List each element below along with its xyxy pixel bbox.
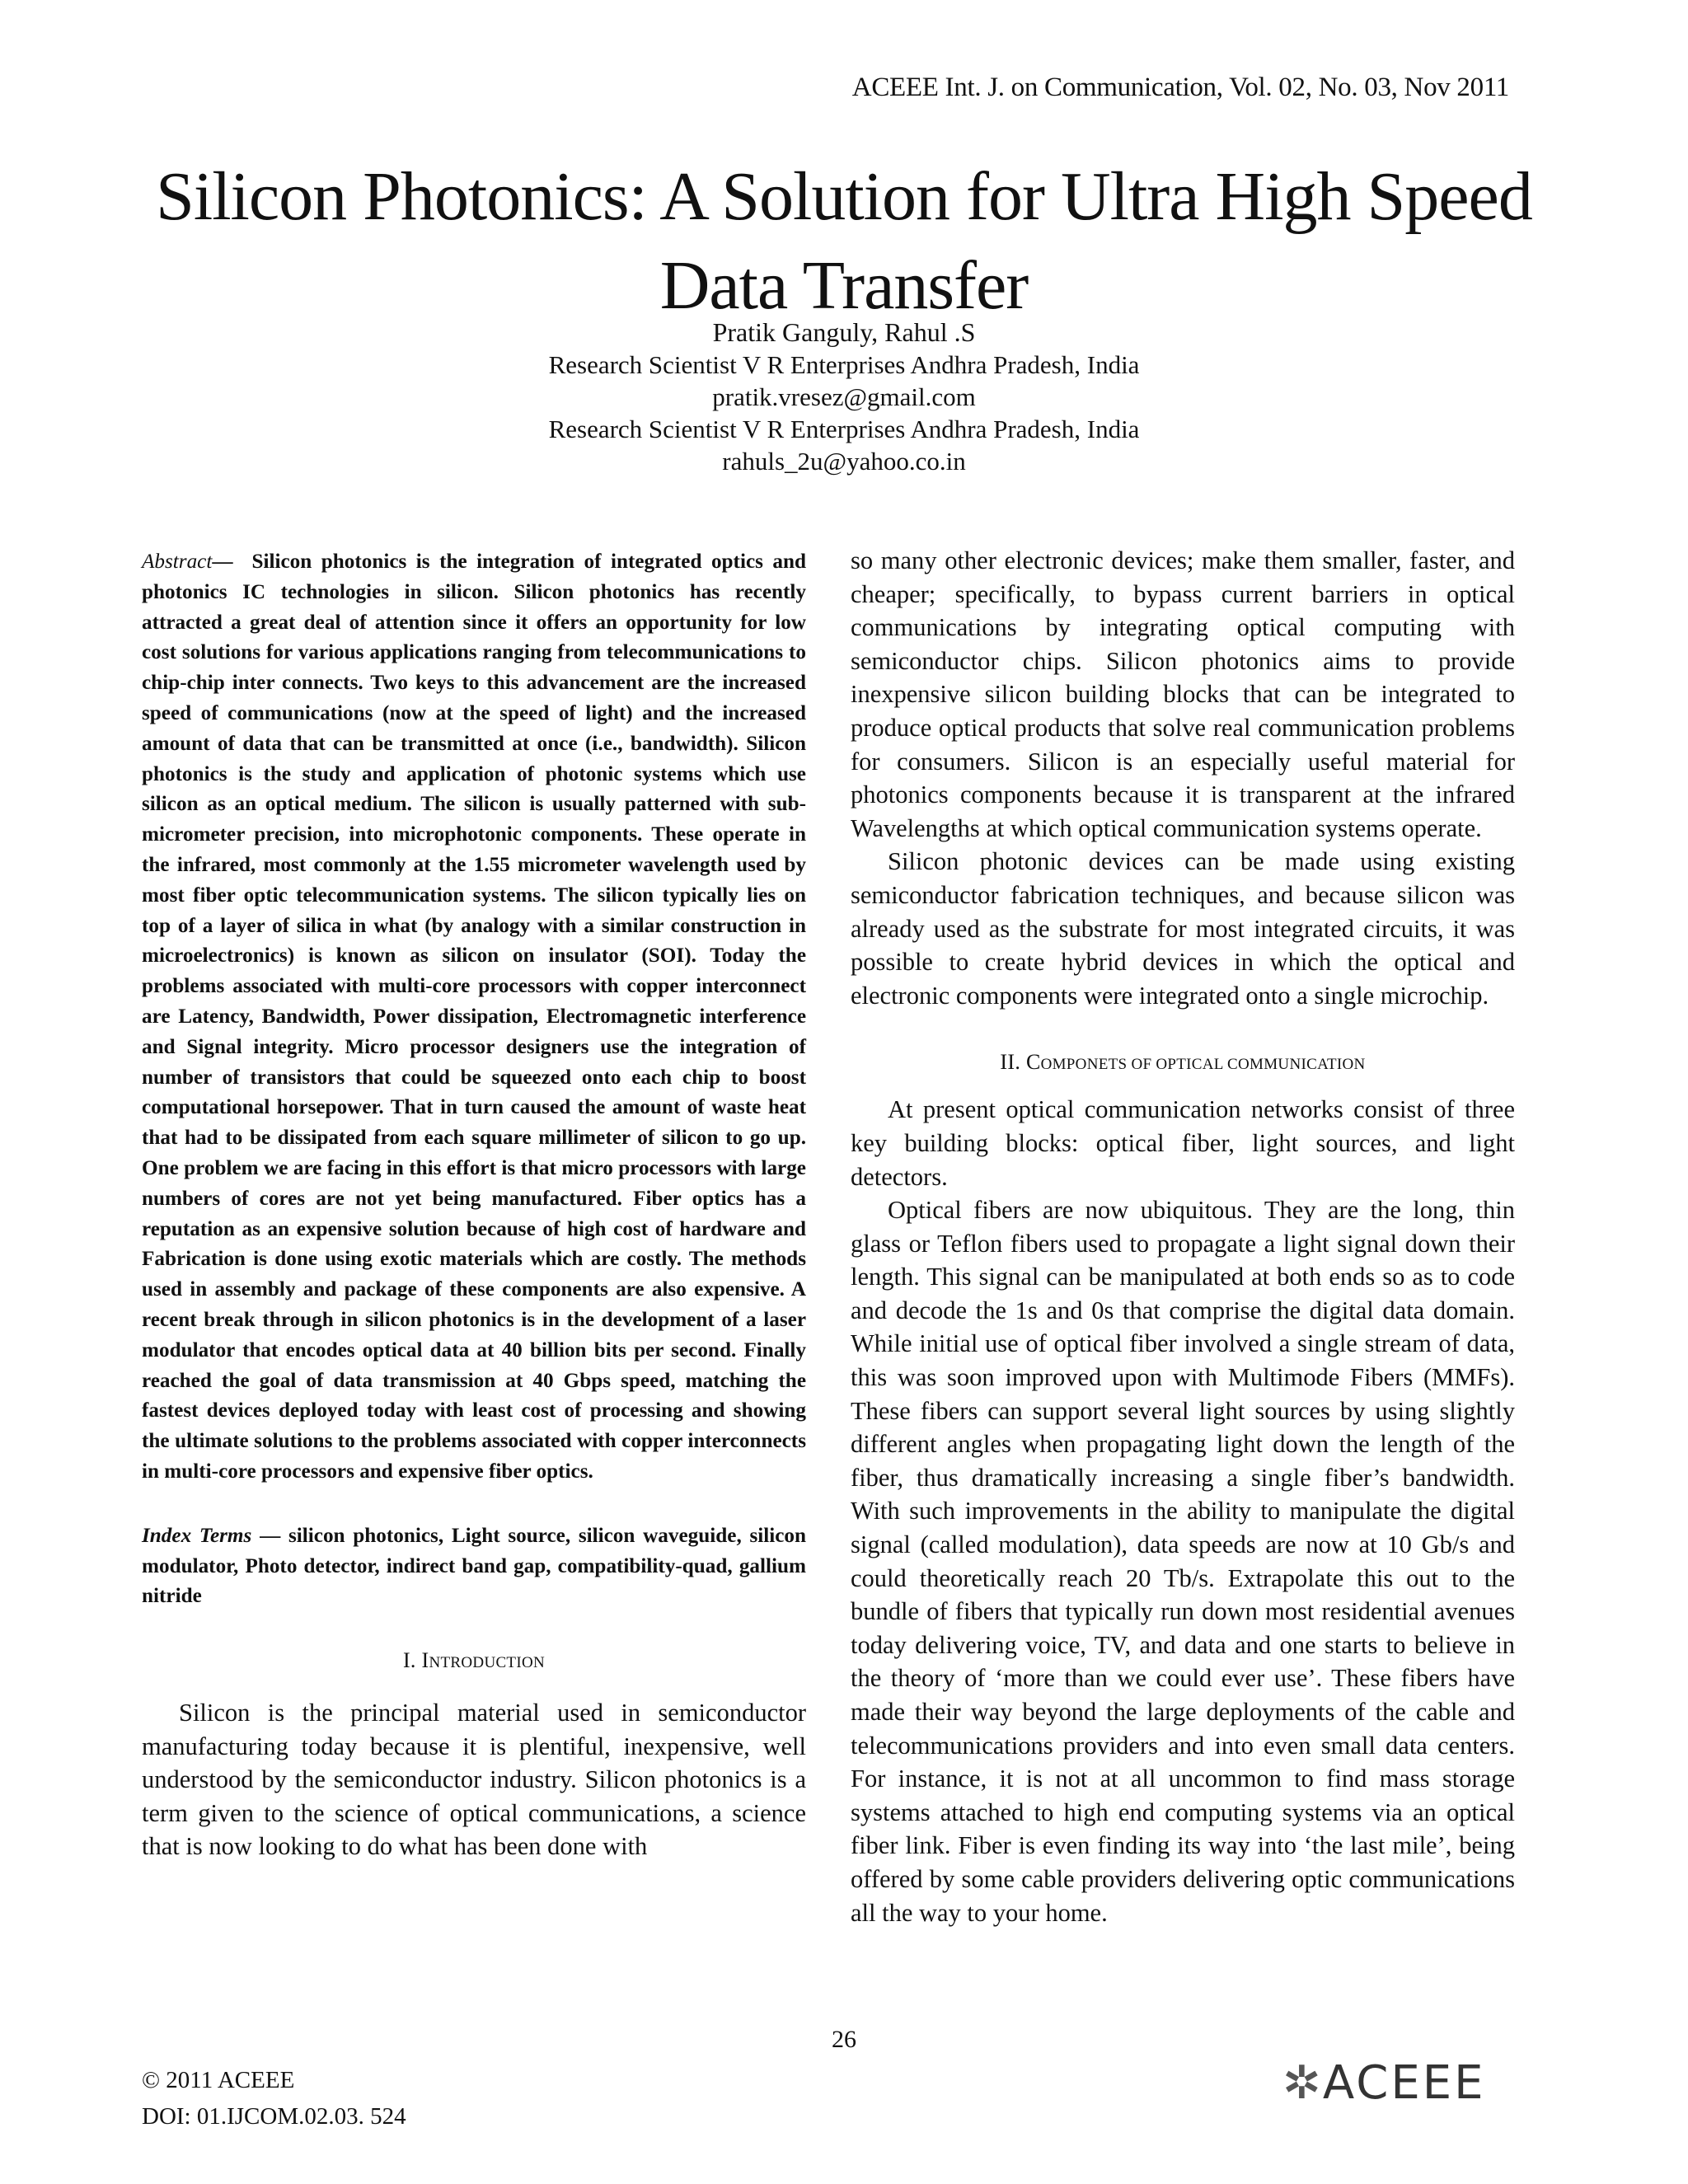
right-column bbox=[851, 544, 1515, 1929]
author-block bbox=[0, 316, 1688, 477]
index-terms bbox=[142, 1521, 806, 1612]
affiliation-1: Research Scientist V R Enterprises Andhra Pradesh, India bbox=[548, 350, 1140, 379]
components-paragraph-2: Optical fibers are now ubiquitous. They are the long, thin glass or Teflon fibers used to propagate a light signal down their length. This signal can be manipulated at both ends so as to code and decode the 1s and 0s that comprise the digital data domain. While initial use of optical fiber involved a single stream of data, this was soon improved upon with Multimode Fibers (MMFs). These fibers can support several light sources by using slightly different angles when propagating light down the length of the fiber, thus dramatically increasing a single fiber’s bandwidth. With such improvements in the ability to manipulate the digital signal (called modulation), data speeds are now at 10 Gb/s and could theoretically reach 20 Tb/s. Extrapolate this out to the bundle of fibers that typically run down most residential avenues today delivering voice, TV, and data and one starts to believe in the theory of ‘more than we could ever use’. These fibers have made their way beyond the large deployments of the cable and telecommunications providers and into even small data centers. For instance, it is not at all uncommon to find mass storage systems attached to high end computing systems via an optical fiber link. Fiber is even finding its way into ‘the last mile’, being offered by some cable providers delivering optic communications all the way to your home. bbox=[851, 1196, 1515, 1927]
logo-text: ACEEE bbox=[1322, 2056, 1486, 2110]
affiliation-2: Research Scientist V R Enterprises Andhra Pradesh, India bbox=[548, 415, 1140, 443]
section-numeral: II. C bbox=[1000, 1050, 1041, 1075]
index-terms-label: Index Terms bbox=[142, 1524, 252, 1547]
title-line-1: Silicon Photonics: A Solution for Ultra High Speed bbox=[156, 158, 1532, 235]
email-2: rahuls_2u@yahoo.co.in bbox=[722, 447, 966, 476]
section-heading-components bbox=[851, 1050, 1515, 1075]
paper-title bbox=[82, 152, 1606, 330]
section-title-smallcaps: OMPONETS OF OPTICAL COMMUNICATION bbox=[1040, 1056, 1366, 1074]
left-column bbox=[142, 547, 806, 1863]
section-numeral: I. I bbox=[402, 1648, 429, 1673]
components-paragraph-1: At present optical communication networks consist of three key building blocks: optical fiber, light sources, and light detectors. bbox=[851, 1095, 1515, 1191]
star-burst-icon: ✲ bbox=[1282, 2056, 1321, 2110]
running-header: ACEEE Int. J. on Communication, Vol. 02, No. 03, Nov 2011 bbox=[851, 73, 1509, 102]
intro-paragraph-1-continued: so many other electronic devices; make them smaller, faster, and cheaper; specifically, to bypass current barriers in optical communications by integrating optical computing with semiconductor chips. Silicon photonics aims to provide inexpensive silicon building blocks that can be integrated to produce optical products that solve real communication problems for consumers. Silicon is an especially useful material for photonics components because it is transparent at the infrared Wavelengths at which optical communication systems operate. bbox=[851, 546, 1515, 842]
doi: DOI: 01.IJCOM.02.03. 524 bbox=[142, 2103, 406, 2130]
section-heading-introduction bbox=[142, 1648, 806, 1673]
abstract-dash: — bbox=[212, 551, 233, 573]
index-terms-text: silicon photonics, Light source, silicon waveguide, silicon modulator, Photo detector, indirect band gap, compatibility-quad, gallium nitride bbox=[142, 1524, 807, 1608]
aceee-logo bbox=[1282, 2056, 1486, 2110]
email-1: pratik.vresez@gmail.com bbox=[712, 382, 976, 411]
abstract-label: Abstract bbox=[142, 551, 213, 573]
author-names: Pratik Ganguly, Rahul .S bbox=[712, 317, 976, 347]
section-title-smallcaps: NTRODUCTION bbox=[429, 1654, 546, 1672]
copyright: © 2011 ACEEE bbox=[142, 2067, 295, 2093]
intro-paragraph-1: Silicon is the principal material used in semiconductor manufacturing today because it is plentiful, inexpensive, well understood by the semiconductor industry. Silicon photonics is a term given to the science of optical communications, a science that is now looking to do what has been done with bbox=[142, 1699, 806, 1861]
abstract-text: Silicon photonics is the integration of integrated optics and photonics IC technologies in silicon. Silicon photonics has recently attracted a great deal of attention since it offers an opportunity for low cost solutions for various applications ranging from telecommunications to chip-chip inter connects. Two keys to this advancement are the increased speed of communications (now at the speed of light) and the increased amount of data that can be transmitted at once (i.e., bandwidth). Silicon photonics is the study and application of photonic systems which use silicon as an optical medium. The silicon is usually patterned with sub-micrometer precision, into microphotonic components. These operate in the infrared, most commonly at the 1.55 micrometer wavelength used by most fiber optic telecommunication systems. The silicon typically lies on top of a layer of silica in what (by analogy with a similar construction in microelectronics) is known as silicon on insulator (SOI). Today the problems associated with multi-core processors with copper interconnect are Latency, Bandwidth, Power dissipation, Electromagnetic interference and Signal integrity. Micro processor designers use the integration of number of transistors that could be squeezed onto each chip to boost computational horsepower. That in turn caused the amount of waste heat that had to be dissipated from each square millimeter of silicon to go up. One problem we are facing in this effort is that micro processors with large numbers of cores are not yet being manufactured. Fiber optics has a reputation as an expensive solution because of high cost of hardware and Fabrication is done using exotic materials which are costly. The methods used in assembly and package of these components are also expensive. A recent break through in silicon photonics is in the development of a laser modulator that encodes optical data at 40 billion bits per second. Finally reached the goal of data transmission at 40 Gbps speed, matching the fastest devices deployed today with least cost of processing and showing the ultimate solutions to the problems associated with copper interconnects in multi-core processors and expensive fiber optics. bbox=[142, 551, 807, 1483]
title-line-2: Data Transfer bbox=[659, 247, 1029, 324]
page-number: 26 bbox=[832, 2026, 856, 2053]
abstract bbox=[142, 547, 806, 1488]
intro-paragraph-2: Silicon photonic devices can be made using existing semiconductor fabrication techniques, and because silicon was already used as the substrate for most integrated circuits, it was possible to create hybrid devices in which the optical and electronic components were integrated onto a single microchip. bbox=[851, 847, 1515, 1010]
index-terms-dash: — bbox=[260, 1524, 281, 1547]
footer-left bbox=[142, 2062, 406, 2135]
